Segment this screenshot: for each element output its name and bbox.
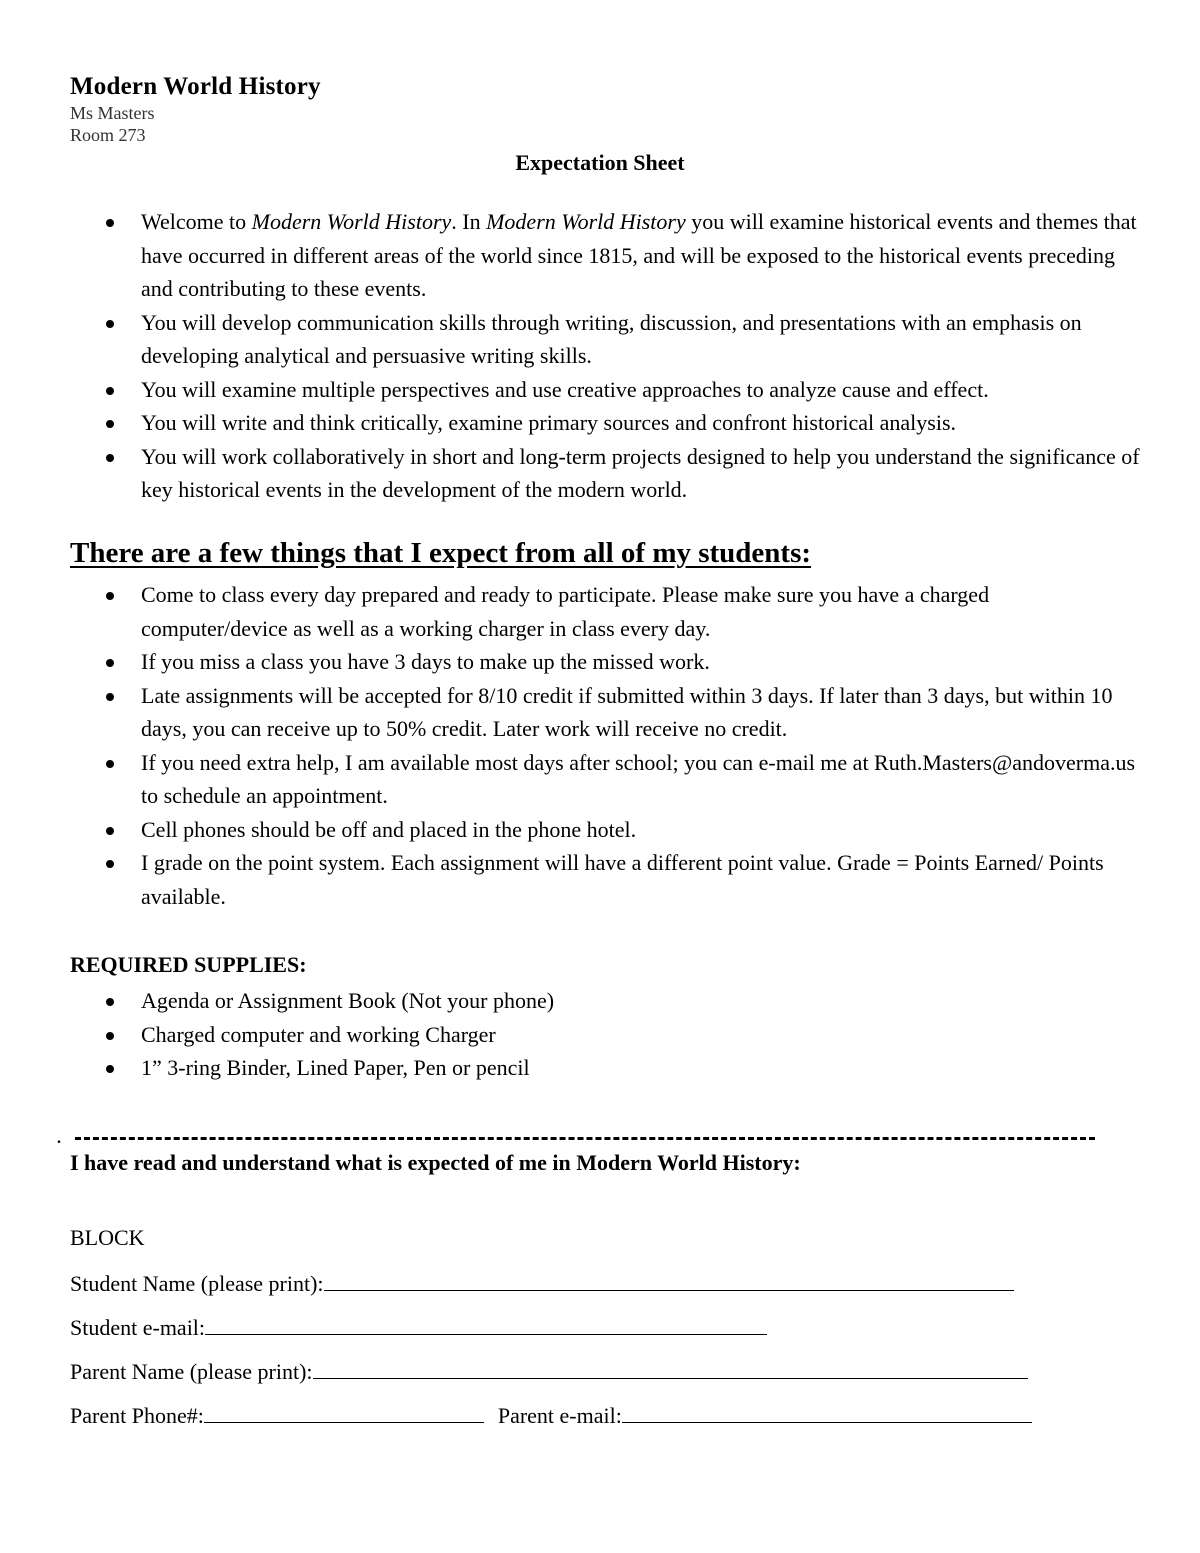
intro-text: You will write and think critically, examine primary sources and confront historical analysis. — [141, 410, 957, 435]
cut-line-divider — [75, 1137, 1095, 1140]
expectation-text: Cell phones should be off and placed in the phone hotel. — [141, 816, 637, 842]
supplies-heading: REQUIRED SUPPLIES: — [70, 952, 307, 977]
student-name-row — [70, 1268, 1014, 1297]
bullet-icon — [106, 860, 114, 868]
list-item — [71, 746, 1141, 813]
room-number: Room 273 — [70, 125, 146, 145]
parent-phone-field[interactable] — [204, 1400, 484, 1423]
list-item — [71, 813, 1141, 847]
teacher-name: Ms Masters — [70, 103, 155, 123]
bullet-icon — [106, 760, 114, 768]
bullet-icon — [106, 454, 114, 462]
sheet-title: Expectation Sheet — [515, 150, 685, 175]
parent-name-label: Parent Name (please print): — [70, 1359, 313, 1384]
list-item — [71, 440, 1141, 507]
bullet-icon — [106, 693, 114, 701]
supply-text: Charged computer and working Charger — [141, 1021, 496, 1047]
parent-contact-row — [70, 1400, 1032, 1429]
expectation-text: Late assignments will be accepted for 8/10 credit if submitted within 3 days. If later than 3 days, but within 10 days, you can receive up to 50% credit. Later work will receive no credit. — [141, 682, 1113, 741]
intro-text: . In — [451, 209, 487, 234]
parent-phone-label: Parent Phone#: — [70, 1403, 204, 1428]
intro-text: Welcome to — [141, 209, 252, 234]
divider-mark: . — [57, 1130, 61, 1147]
course-name-italic: Modern World History — [486, 209, 686, 234]
student-name-label: Student Name (please print): — [70, 1271, 324, 1296]
bullet-icon — [106, 659, 114, 667]
list-item — [71, 1051, 1141, 1085]
expectation-text: I grade on the point system. Each assignment will have a different point value. Grade = Points Earned/ Points available. — [141, 850, 1104, 909]
parent-name-field[interactable] — [313, 1356, 1028, 1379]
list-item — [71, 205, 1141, 306]
course-name-italic: Modern World History — [251, 209, 452, 234]
list-item — [71, 846, 1141, 913]
list-item — [71, 373, 1141, 407]
intro-list — [71, 205, 1141, 507]
bullet-icon — [106, 592, 114, 600]
list-item — [71, 1018, 1141, 1052]
list-item — [71, 578, 1141, 645]
student-email-row — [70, 1312, 767, 1341]
bullet-icon — [106, 827, 114, 835]
bullet-icon — [106, 320, 114, 328]
bullet-icon — [106, 420, 114, 428]
student-email-label: Student e-mail: — [70, 1315, 206, 1340]
list-item — [71, 645, 1141, 679]
list-item — [71, 406, 1141, 440]
parent-email-label: Parent e-mail: — [497, 1403, 622, 1428]
intro-text: You will examine multiple perspectives and use creative approaches to analyze cause and effect. — [141, 376, 989, 402]
course-title: Modern World History — [70, 73, 321, 100]
student-email-field[interactable] — [205, 1312, 767, 1335]
supplies-list — [71, 984, 1141, 1085]
list-item — [71, 984, 1141, 1018]
bullet-icon — [106, 219, 114, 227]
supply-text: Agenda or Assignment Book (Not your phone) — [141, 988, 555, 1013]
intro-text: You will develop communication skills through writing, discussion, and presentations with an emphasis on developing analytical and persuasive writing skills. — [141, 309, 1082, 368]
expectations-heading: There are a few things that I expect from all of my students: — [70, 537, 812, 569]
bullet-icon — [106, 387, 114, 395]
parent-name-row — [70, 1356, 1028, 1385]
intro-text: You will work collaboratively in short and long-term projects designed to help you understand the significance of key historical events in the development of the modern world. — [141, 443, 1140, 502]
expectations-list — [71, 578, 1141, 913]
student-name-field[interactable] — [324, 1268, 1014, 1291]
supply-text: 1” 3-ring Binder, Lined Paper, Pen or pencil — [141, 1055, 530, 1080]
expectation-text: Come to class every day prepared and ready to participate. Please make sure you have a charged computer/device as well as a working charger in class every day. — [141, 582, 990, 641]
bullet-icon — [106, 1065, 114, 1073]
list-item — [71, 679, 1141, 746]
parent-email-field[interactable] — [622, 1400, 1032, 1423]
list-item — [71, 306, 1141, 373]
intro-text: you will examine historical events and themes that have occurred in different areas of the world since 1815, and will be exposed to the historical events preceding and contributing to these events. — [141, 209, 1137, 301]
expectation-text: If you need extra help, I am available most days after school; you can e-mail me at Ruth.Masters@andoverma.us to schedule an appointment. — [141, 749, 1136, 808]
bullet-icon — [106, 1032, 114, 1040]
acknowledgement-statement: I have read and understand what is expected of me in Modern World History: — [70, 1150, 801, 1175]
block-label: BLOCK — [70, 1225, 145, 1250]
bullet-icon — [106, 998, 114, 1006]
expectation-text: If you miss a class you have 3 days to make up the missed work. — [141, 649, 710, 674]
